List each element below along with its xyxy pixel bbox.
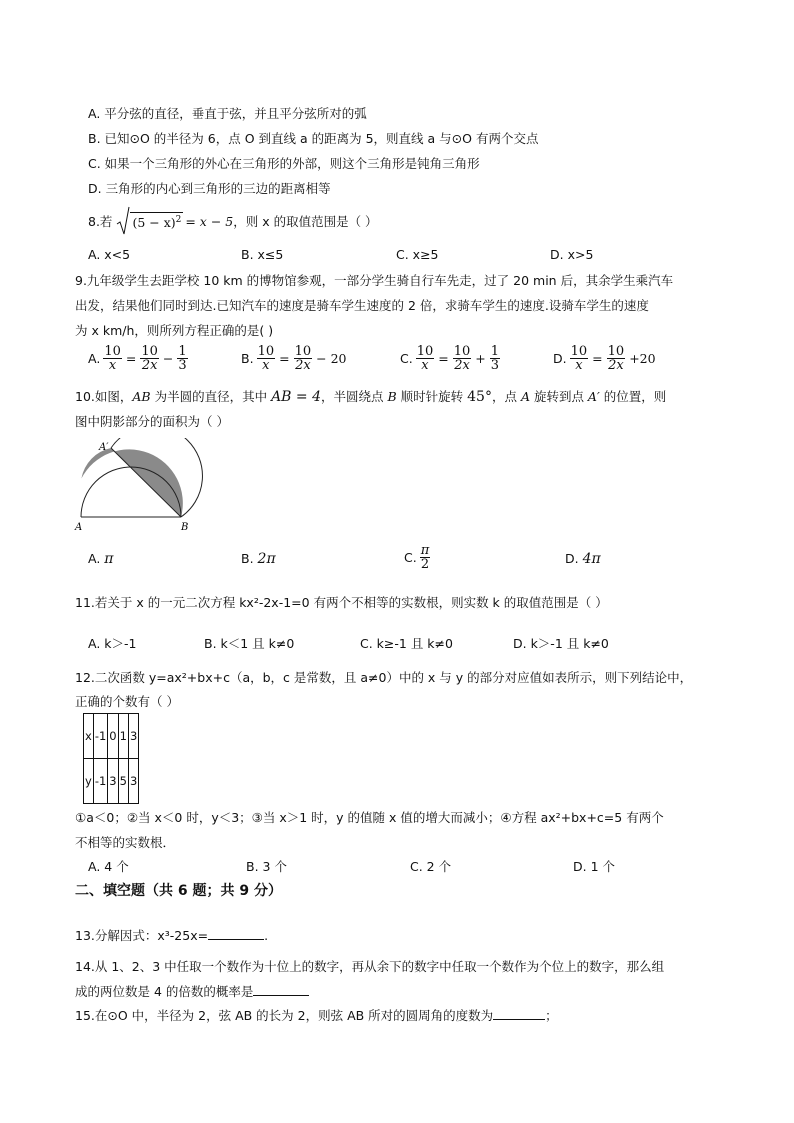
- q10-line-2: 图中阴影部分的面积为（ ）: [75, 414, 229, 429]
- q7-option-d: D. 三角形的内心到三角形的三边的距离相等: [88, 181, 331, 196]
- q9-b-op: − 20: [316, 351, 347, 366]
- q10-option-b-label: B.: [241, 551, 254, 566]
- q8-exponent: 2: [175, 214, 182, 225]
- q9-d-eq: =: [592, 351, 603, 366]
- q8-option-b: B. x≤5: [241, 247, 284, 262]
- q15-tail: ；: [545, 1008, 558, 1023]
- q10-point-a: A: [520, 389, 530, 404]
- q10-option-a: [88, 551, 114, 567]
- q10-point-b: B: [387, 389, 397, 404]
- q10-option-a-label: A.: [88, 551, 101, 566]
- q10-option-c-label: C.: [404, 550, 417, 565]
- q9-b-rhs-den: 2x: [295, 358, 311, 373]
- q9-a-tail: [177, 345, 187, 372]
- label-a-prime: A′: [99, 442, 109, 453]
- q10-option-d-value: 4π: [582, 551, 601, 567]
- q11-option-c: C. k≥-1 且 k≠0: [360, 636, 453, 651]
- q9-a-tail-num: 1: [178, 344, 187, 359]
- q10-point-a-prime: A′: [587, 389, 600, 404]
- q9-a-rhs-num: 10: [141, 344, 158, 359]
- table-cell: 5: [118, 759, 128, 804]
- q8-rhs: = x − 5: [185, 213, 234, 229]
- q10-angle: 45°: [467, 389, 492, 405]
- q13: [75, 926, 268, 944]
- q10-ab-eq: AB = 4: [271, 389, 321, 405]
- q9-a-lhs-den: x: [108, 358, 117, 373]
- table-cell: y: [84, 759, 94, 804]
- q9-d-rhs-den: 2x: [608, 358, 624, 373]
- table-cell: x: [84, 714, 94, 759]
- q9-a-lhs-num: 10: [104, 344, 121, 359]
- label-a: A: [75, 522, 83, 533]
- q10-option-a-value: π: [104, 551, 114, 567]
- q8-stem-prefix: 8.若: [88, 214, 113, 229]
- q9-b-rhs: [294, 345, 313, 372]
- q10-option-c-den: 2: [420, 557, 430, 572]
- q9-a-eq: =: [125, 351, 137, 366]
- q10-text-c: ，半圆绕点: [321, 389, 388, 404]
- q13-answer-blank[interactable]: [208, 927, 264, 940]
- q10-option-d: [565, 551, 601, 567]
- q9-line-3: 为 x km/h，则所列方程正确的是( ): [75, 323, 274, 338]
- q9-line-1: 9.九年级学生去距学校 10 km 的博物馆参观，一部分学生骑自行车先走，过了 20 min 后，其余学生乘汽车: [75, 273, 674, 288]
- table-cell: -1: [93, 759, 107, 804]
- q10-option-b: [241, 551, 276, 567]
- q9-d-lhs: [570, 345, 589, 372]
- q15: [75, 1006, 558, 1024]
- q9-b-lhs-den: x: [262, 358, 270, 373]
- q10-text-b: 为半圆的直径，其中: [150, 389, 272, 404]
- q8-option-a: A. x<5: [88, 247, 131, 262]
- q9-c-rhs-den: 2x: [454, 358, 470, 373]
- q14-line-2: 成的两位数是 4 的倍数的概率是: [75, 984, 254, 999]
- section-title-fill-in: 二、填空题（共 6 题；共 9 分）: [75, 883, 282, 899]
- q12-option-a: A. 4 个: [88, 859, 129, 874]
- q9-line-2: 出发，结果他们同时到达.已知汽车的速度是骑车学生速度的 2 倍，求骑车学生的速度.设骑车学生的速度: [75, 298, 649, 313]
- q11-stem: 11.若关于 x 的一元二次方程 kx²-2x-1=0 有两个不相等的实数根，则实数 k 的取值范围是（ ）: [75, 595, 608, 610]
- table-cell: 0: [108, 714, 118, 759]
- table-row-y: [84, 759, 139, 804]
- table-cell: 3: [108, 759, 118, 804]
- q10-option-d-label: D.: [565, 551, 579, 566]
- q9-c-rhs: [453, 345, 472, 372]
- q9-c-rhs-num: 10: [453, 344, 471, 359]
- table-row-x: [84, 714, 139, 759]
- q9-b-eq: =: [279, 351, 290, 366]
- q9-d-lhs-num: 10: [570, 344, 588, 359]
- q10-line-1: [75, 387, 666, 405]
- q8-radicand: (5 − x): [132, 215, 176, 231]
- q12-line-2: 正确的个数有（ ）: [75, 694, 179, 709]
- q10-option-b-value: 2π: [257, 551, 276, 567]
- q9-c-lhs-den: x: [421, 358, 429, 373]
- q9-c-tail-num: 1: [490, 344, 500, 359]
- q10-ab: AB: [132, 389, 151, 404]
- q9-a-tail-den: 3: [178, 358, 187, 373]
- q10-option-c: [404, 544, 430, 571]
- q7-option-a: A. 平分弦的直径，垂直于弦，并且平分弦所对的弧: [88, 106, 367, 121]
- q11-option-b: B. k＜1 且 k≠0: [204, 636, 295, 651]
- q9-option-a: [88, 345, 188, 372]
- q9-b-lhs: [257, 345, 276, 372]
- table-cell: 3: [128, 714, 138, 759]
- q9-option-c: [400, 345, 500, 372]
- q12-option-c: C. 2 个: [410, 859, 452, 874]
- q10-option-c-num: π: [420, 543, 430, 558]
- q11-option-d: D. k＞-1 且 k≠0: [513, 636, 609, 651]
- q9-option-d: [553, 345, 656, 372]
- q9-a-lhs: [103, 345, 122, 372]
- q8-stem-suffix: ，则 x 的取值范围是（ ）: [233, 214, 378, 229]
- q10-text-d: 顺时针旋转: [396, 389, 468, 404]
- q9-a-op: −: [162, 351, 174, 366]
- q12-option-b: B. 3 个: [246, 859, 287, 874]
- q9-c-tail: [490, 345, 500, 372]
- q8-option-c: C. x≥5: [396, 247, 439, 262]
- q7-option-b: B. 已知⊙O 的半径为 6，点 O 到直线 a 的距离为 5，则直线 a 与⊙O 有两个交点: [88, 131, 539, 146]
- q13-tail: .: [264, 928, 269, 943]
- q12-line-3: ①a＜0；②当 x＜0 时，y＜3；③当 x＞1 时，y 的值随 x 值的增大而减小；④方程 ax²+bx+c=5 有两个: [75, 810, 664, 825]
- q8-stem: [88, 204, 378, 238]
- q14: [75, 982, 309, 1000]
- q9-c-lhs: [416, 345, 435, 372]
- q7-option-c: C. 如果一个三角形的外心在三角形的外部，则这个三角形是钝角三角形: [88, 156, 480, 171]
- q9-c-op: +: [475, 351, 486, 366]
- q8-sqrt-expression: [116, 206, 233, 236]
- q9-d-op: +20: [629, 351, 656, 366]
- q12-option-d: D. 1 个: [573, 859, 615, 874]
- q9-a-rhs: [140, 345, 159, 372]
- q9-option-a-label: A.: [88, 351, 101, 366]
- q10-text-f: 旋转到点: [529, 389, 588, 404]
- q9-d-rhs-num: 10: [607, 344, 625, 359]
- q9-b-rhs-num: 10: [294, 344, 312, 359]
- q13-stem: 13.分解因式：x³-25x=: [75, 928, 209, 943]
- q9-c-tail-den: 3: [490, 358, 500, 373]
- q9-option-b-label: B.: [241, 351, 254, 366]
- q9-a-rhs-den: 2x: [141, 358, 158, 373]
- q10-figure: [72, 438, 212, 538]
- q14-line-1: 14.从 1、2、3 中任取一个数作为十位上的数字，再从余下的数字中任取一个数作为个位上的数字，那么组: [75, 959, 665, 974]
- q14-answer-blank[interactable]: [253, 983, 309, 996]
- q11-option-a: A. k＞-1: [88, 636, 137, 651]
- q9-option-d-label: D.: [553, 351, 567, 366]
- q12-line-1: 12.二次函数 y=ax²+bx+c（a，b，c 是常数，且 a≠0）中的 x 与 y 的部分对应值如表所示，则下列结论中，: [75, 670, 693, 685]
- label-b: B: [181, 522, 189, 533]
- table-cell: 3: [128, 759, 138, 804]
- q12-line-4: 不相等的实数根．: [75, 835, 176, 850]
- q9-c-lhs-num: 10: [416, 344, 434, 359]
- q9-option-c-label: C.: [400, 351, 413, 366]
- q10-option-c-frac: [420, 544, 431, 571]
- q10-text-a: 10.如图，: [75, 389, 133, 404]
- table-cell: -1: [93, 714, 107, 759]
- table-cell: 1: [118, 714, 128, 759]
- q9-option-b: [241, 345, 347, 372]
- radical-sign-icon: [116, 206, 130, 236]
- q10-text-e: ，点: [491, 389, 521, 404]
- q8-option-d: D. x>5: [550, 247, 594, 262]
- q15-answer-blank[interactable]: [493, 1007, 545, 1020]
- q9-d-lhs-den: x: [575, 358, 583, 373]
- q10-text-g: 的位置，则: [599, 389, 667, 404]
- q9-b-lhs-num: 10: [257, 344, 275, 359]
- q9-d-rhs: [607, 345, 626, 372]
- q15-stem: 15.在⊙O 中，半径为 2，弦 AB 的长为 2，则弦 AB 所对的圆周角的度数为: [75, 1008, 494, 1023]
- q9-c-eq: =: [438, 351, 449, 366]
- q12-value-table: [83, 713, 139, 804]
